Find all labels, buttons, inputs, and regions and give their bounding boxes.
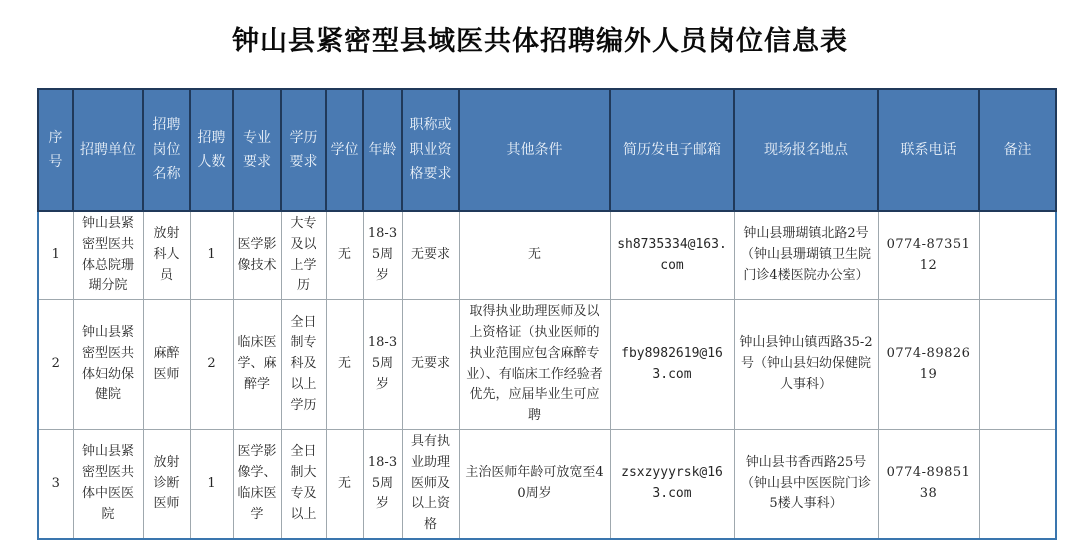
col-header-note: 备注 — [979, 89, 1056, 211]
cell-seq: 2 — [38, 300, 73, 430]
cell-other: 主治医师年龄可放宽至40周岁 — [459, 429, 610, 538]
cell-email: sh8735334@163.com — [610, 211, 734, 300]
cell-unit: 钟山县紧密型医共体妇幼保健院 — [73, 300, 143, 430]
col-header-phone: 联系电话 — [878, 89, 979, 211]
cell-note — [979, 429, 1056, 538]
table-row-1 — [38, 211, 1056, 300]
cell-major: 医学影像学、临床医学 — [233, 429, 281, 538]
cell-degree: 无 — [326, 429, 363, 538]
cell-count: 1 — [190, 211, 233, 300]
job-table — [37, 88, 1057, 540]
cell-note — [979, 300, 1056, 430]
col-header-location: 现场报名地点 — [734, 89, 878, 211]
cell-education: 全日制大专及以上 — [281, 429, 326, 538]
cell-unit: 钟山县紧密型医共体总院珊瑚分院 — [73, 211, 143, 300]
col-header-major: 专业要求 — [233, 89, 281, 211]
cell-seq: 3 — [38, 429, 73, 538]
cell-major: 医学影像技术 — [233, 211, 281, 300]
cell-other: 无 — [459, 211, 610, 300]
cell-email: zsxzyyyrsk@163.com — [610, 429, 734, 538]
col-header-email: 简历发电子邮箱 — [610, 89, 734, 211]
table-row-3 — [38, 429, 1056, 538]
col-header-qualification: 职称或职业资格要求 — [402, 89, 459, 211]
cell-major: 临床医学、麻醉学 — [233, 300, 281, 430]
cell-age: 18-35周岁 — [363, 429, 402, 538]
cell-location: 钟山县书香西路25号（钟山县中医医院门诊5楼人事科） — [734, 429, 878, 538]
cell-age: 18-35周岁 — [363, 211, 402, 300]
cell-email: fby8982619@163.com — [610, 300, 734, 430]
header-row — [38, 89, 1056, 211]
col-header-position: 招聘岗位名称 — [143, 89, 190, 211]
cell-position: 放射科人员 — [143, 211, 190, 300]
cell-unit: 钟山县紧密型医共体中医医院 — [73, 429, 143, 538]
cell-position: 麻醉医师 — [143, 300, 190, 430]
cell-qualification: 具有执业助理医师及以上资格 — [402, 429, 459, 538]
cell-phone: 0774-8982619 — [878, 300, 979, 430]
cell-seq: 1 — [38, 211, 73, 300]
cell-location: 钟山县钟山镇西路35-2号（钟山县妇幼保健院人事科） — [734, 300, 878, 430]
table-body — [38, 211, 1056, 539]
col-header-degree: 学位 — [326, 89, 363, 211]
cell-count: 2 — [190, 300, 233, 430]
col-header-other: 其他条件 — [459, 89, 610, 211]
cell-phone: 0774-8735112 — [878, 211, 979, 300]
cell-location: 钟山县珊瑚镇北路2号（钟山县珊瑚镇卫生院门诊4楼医院办公室） — [734, 211, 878, 300]
cell-degree: 无 — [326, 300, 363, 430]
cell-note — [979, 211, 1056, 300]
col-header-education: 学历要求 — [281, 89, 326, 211]
table-header — [38, 89, 1056, 211]
cell-qualification: 无要求 — [402, 211, 459, 300]
cell-education: 大专及以上学历 — [281, 211, 326, 300]
cell-count: 1 — [190, 429, 233, 538]
col-header-count: 招聘人数 — [190, 89, 233, 211]
cell-position: 放射诊断医师 — [143, 429, 190, 538]
cell-age: 18-35周岁 — [363, 300, 402, 430]
cell-other: 取得执业助理医师及以上资格证（执业医师的执业范围应包含麻醉专业）、有临床工作经验者优先，应届毕业生可应聘 — [459, 300, 610, 430]
cell-degree: 无 — [326, 211, 363, 300]
page-title: 钟山县紧密型县域医共体招聘编外人员岗位信息表 — [232, 26, 848, 57]
table-row-2 — [38, 300, 1056, 430]
col-header-seq: 序号 — [38, 89, 73, 211]
col-header-unit: 招聘单位 — [73, 89, 143, 211]
cell-education: 全日制专科及以上学历 — [281, 300, 326, 430]
cell-qualification: 无要求 — [402, 300, 459, 430]
col-header-age: 年龄 — [363, 89, 402, 211]
cell-phone: 0774-8985138 — [878, 429, 979, 538]
